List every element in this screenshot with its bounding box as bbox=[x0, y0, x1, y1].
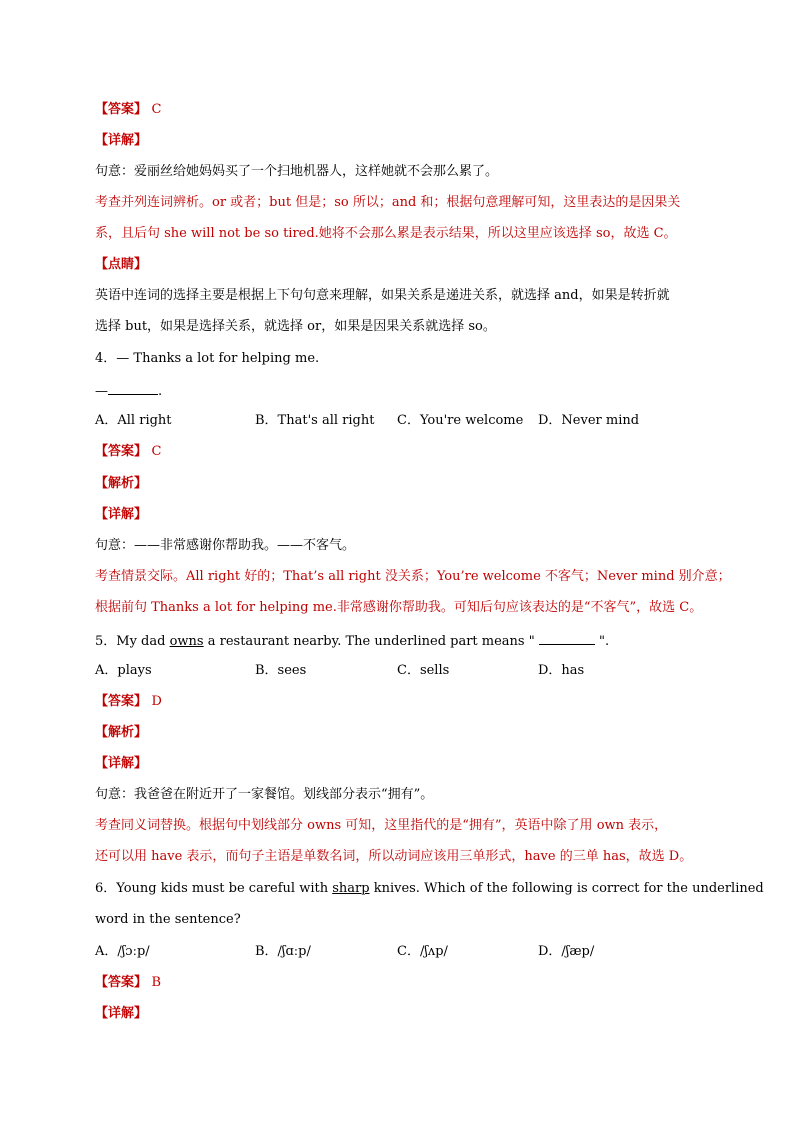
detail-label: 【详解】 bbox=[95, 133, 148, 148]
q5-option-b: B．sees bbox=[255, 663, 307, 678]
q5-option-a: A．plays bbox=[95, 663, 152, 678]
q5-detail-label: 【详解】 bbox=[95, 756, 148, 771]
q6-answer-label: 【答案】 B bbox=[95, 975, 162, 990]
q5-explain-2: 还可以用 have 表示，而句子主语是单数名词，所以动词应该用三单形式，have 的三单 has，故选 D。 bbox=[95, 849, 693, 864]
q4-analysis-label: 【解析】 bbox=[95, 476, 148, 491]
answer-label: 【答案】 C bbox=[95, 102, 162, 117]
q6-option-a: A．/ʃɔːp/ bbox=[95, 944, 150, 959]
q5-answer-label: 【答案】 D bbox=[95, 694, 162, 709]
meaning-line: 句意：爱丽丝给她妈妈买了一个扫地机器人，这样她就不会那么累了。 bbox=[95, 164, 499, 179]
q5-analysis-label: 【解析】 bbox=[95, 725, 148, 740]
question-4-reply: — . bbox=[95, 384, 163, 399]
q4-explain-1: 考查情景交际。All right 好的；That’s all right 没关系；You’re welcome 不客气；Never mind 别介意； bbox=[95, 569, 731, 584]
q6-detail-label: 【详解】 bbox=[95, 1006, 148, 1021]
question-6-stem-2: word in the sentence? bbox=[95, 912, 241, 927]
question-5-stem: 5．My dad owns a restaurant nearby. The underlined part means " ". bbox=[95, 634, 610, 649]
q5-option-c: C．sells bbox=[397, 663, 450, 678]
q4-answer-label: 【答案】 C bbox=[95, 444, 162, 459]
question-4-stem: 4．— Thanks a lot for helping me. bbox=[95, 351, 320, 366]
q4-option-b: B．That's all right bbox=[255, 413, 375, 428]
q5-meaning: 句意：我爸爸在附近开了一家餐馆。划线部分表示“拥有”。 bbox=[95, 787, 434, 802]
q6-option-b: B．/ʃɑːp/ bbox=[255, 944, 311, 959]
question-6-stem-1: 6．Young kids must be careful with sharp knives. Which of the following is correct for the underlined bbox=[95, 881, 764, 896]
q4-option-d: D．Never mind bbox=[538, 413, 640, 428]
analysis-line-2: 系，且后句 she will not be so tired.她将不会那么累是表示结果，所以这里应该选择 so，故选 C。 bbox=[95, 226, 677, 241]
q4-option-a: A．All right bbox=[95, 413, 172, 428]
q4-explain-2: 根据前句 Thanks a lot for helping me.非常感谢你帮助我。可知后句应该表达的是“不客气”，故选 C。 bbox=[95, 600, 703, 615]
q4-meaning: 句意：——非常感谢你帮助我。——不客气。 bbox=[95, 538, 356, 553]
tip-line-1: 英语中连词的选择主要是根据上下句句意来理解，如果关系是递进关系，就选择 and，如果是转折就 bbox=[95, 288, 670, 303]
q6-option-c: C．/ʃʌp/ bbox=[397, 944, 448, 959]
q4-option-c: C．You're welcome bbox=[397, 413, 524, 428]
tip-line-2: 选择 but，如果是选择关系，就选择 or，如果是因果关系就选择 so。 bbox=[95, 319, 496, 334]
q4-detail-label: 【详解】 bbox=[95, 507, 148, 522]
q5-explain-1: 考查同义词替换。根据句中划线部分 owns 可知，这里指代的是“拥有”，英语中除了用 own 表示， bbox=[95, 818, 668, 833]
q5-option-d: D．has bbox=[538, 663, 585, 678]
analysis-line-1: 考查并列连词辨析。or 或者；but 但是；so 所以；and 和；根据句意理解可知，这里表达的是因果关 bbox=[95, 195, 681, 210]
q6-option-d: D．/ʃæp/ bbox=[538, 944, 595, 959]
tip-label: 【点睛】 bbox=[95, 257, 148, 272]
